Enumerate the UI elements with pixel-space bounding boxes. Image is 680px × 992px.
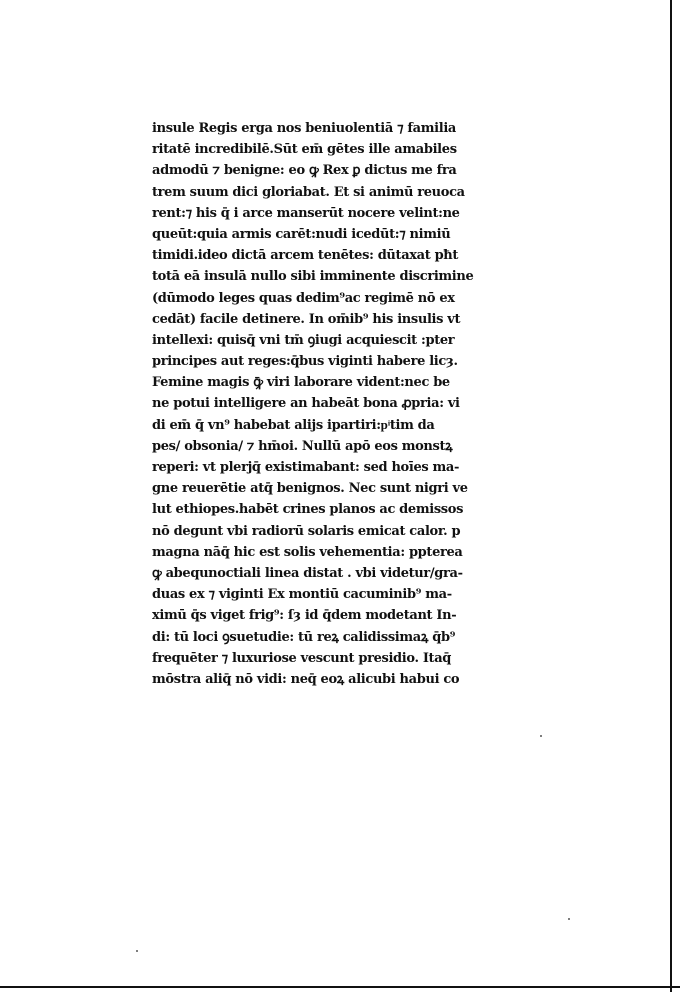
- text-line: magna nāq̄ hic est solis vehementia: ppterea: [152, 544, 463, 560]
- text-line: totā eā insulā nullo sibi imminente discrimine: [152, 269, 474, 285]
- text-line: intellexi: quisq̄ vni tm̄ ꝯiugi acquiescit :pter: [152, 332, 455, 348]
- text-block: [152, 118, 514, 690]
- text-line: reperi: vt plerjq̄ existimabant: sed hoīes ma-: [152, 460, 460, 475]
- text-line: di: tū loci ꝯsuetudie: tū reꝝ calidissimaꝝ q̄b⁹: [152, 629, 456, 645]
- text-line: ximū q̄s viget frig⁹: ſȝ id q̄dem modetant In-: [152, 608, 457, 624]
- text-line: pes/ obsonia/ ⁊ hm̄oi. Nullū apō eos monstꝝ: [152, 438, 453, 454]
- text-line: principes aut reges:q̄bus viginti habere licȝ.: [152, 354, 458, 370]
- text-line: frequēter ⁊ luxuriose vescunt presidio. Itaq̄: [152, 650, 452, 666]
- text-line: queūt:quia armis carēt:nudi icedūt:⁊ nimiū: [152, 226, 451, 242]
- text-line: ritatē incredibilē.Sūt em̄ gētes ille amabiles: [152, 142, 457, 158]
- text-line: nō degunt vbi radiorū solaris emicat calor. p: [152, 523, 461, 539]
- text-line: timidi.ideo dictā arcem tenētes: dūtaxat pħt: [152, 248, 459, 264]
- page-edge-bottom: [0, 986, 680, 988]
- text-line: ne potui intelligere an habeāt bona ꝓpria: vi: [152, 396, 460, 412]
- text-line: ꝙ abequnoctiali linea distat . vbi videtur/gra-: [152, 565, 463, 581]
- text-line: rent:⁊ his q̄ i arce manserūt nocere velint:ne: [152, 205, 460, 221]
- text-line: cedāt) facile detinere. In om̄ib⁹ his insulis vt: [152, 311, 461, 327]
- text-line: di em̄ q̄ vn⁹ habebat alijs ipartiri:pͥtim da: [152, 417, 435, 433]
- text-line: trem suum dici gloriabat. Et si animū reuoca: [152, 184, 465, 200]
- text-line: lut ethiopes.habēt crines planos ac demissos: [152, 502, 464, 518]
- text-line: (dūmodo leges quas dedim⁹ac regimē nō ex: [152, 290, 455, 306]
- text-line: insule Regis erga nos beniuolentiā ⁊ familia: [152, 121, 456, 136]
- text-line: Femine magis ꝙ̄ viri laborare vident:nec be: [152, 375, 450, 391]
- text-line: admodū ⁊ benigne: eo ꝙ Rex ꝑ dictus me fra: [152, 163, 457, 179]
- scan-speck: [540, 735, 542, 737]
- scan-speck: [136, 950, 138, 952]
- scan-speck: [568, 918, 570, 920]
- text-line: duas ex ⁊ viginti Ex montiū cacuminib⁹ ma-: [152, 587, 452, 603]
- text-line: gne reuerētie atq̄ benignos. Nec sunt nigri ve: [152, 481, 468, 497]
- page-edge-right: [670, 0, 672, 992]
- text-line: mōstra aliq̄ nō vidi: neq̄ eoꝝ alicubi habui co: [152, 671, 460, 687]
